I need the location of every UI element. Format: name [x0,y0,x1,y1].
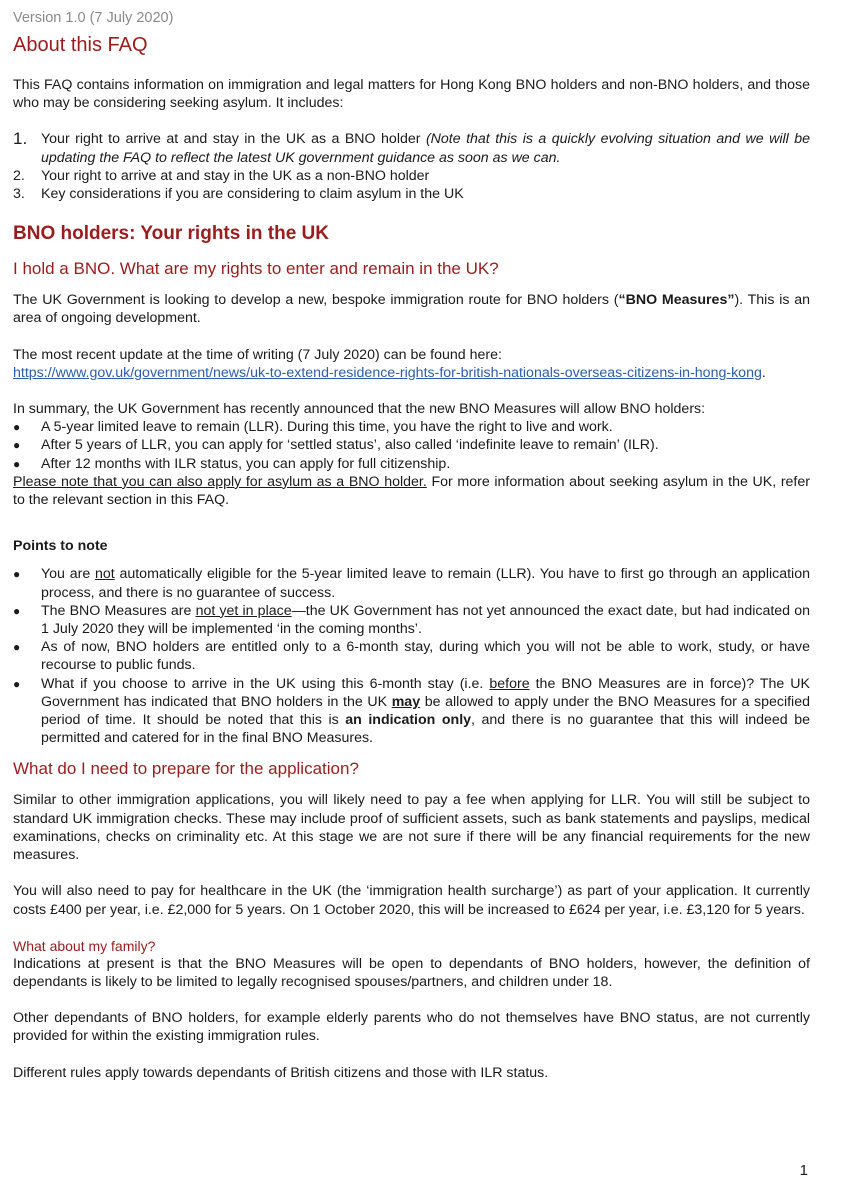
text-span: before [489,675,530,692]
question-prepare: What do I need to prepare for the application? [13,759,359,779]
gov-link-paragraph [13,364,810,382]
about-item-text: Your right to arrive at and stay in the UK as a non-BNO holder [41,167,430,184]
about-item-text: Key considerations if you are considering to claim asylum in the UK [41,186,464,203]
text-span: ). This is an area of ongoing development. [13,292,810,327]
text-span: not [94,566,115,583]
prepare-paragraph-1: Similar to other immigration applications, you will likely need to pay a fee when applying for LLR. You will still be subject to standard UK immigration checks. These may include proof of sufficient assets, such as bank statements and payslips, medical examinations, checks on criminality etc. At this stage we are not sure if there will be any financial requirements for the new measures. [13,792,810,864]
asylum-note [13,473,810,509]
list-item [13,418,810,436]
bullet-icon: ● [13,456,21,471]
text-span: be allowed to apply under the BNO Measures for a specified period of time. It should be noted that this is [41,693,810,729]
text-span: What if you choose to arrive in the UK using this 6-month stay (i.e. [41,675,490,692]
text-span: —the UK Government has not yet announced the exact date, but had indicated on 1 July 2020 they will be implemented ‘in the coming months’. [41,602,810,638]
about-item-text: Your right to arrive at and stay in the UK as a BNO holder [41,131,426,148]
about-list-item [13,185,810,203]
page-number: 1 [799,1162,808,1179]
family-paragraph-2: Other dependants of BNO holders, for example elderly parents who do not themselves have BNO status, are not currently provided for within the existing immigration rules. [13,1010,810,1045]
text-span: , and there is no guarantee that this will indeed be permitted and catered for in the final BNO Measures. [41,712,810,747]
text-span: an indication only [345,712,472,729]
list-item-text: After 12 months with ILR status, you can apply for full citizenship. [41,455,451,472]
about-item-note: (Note that this is a quickly evolving situation and we will be updating the FAQ to reflect the latest UK government guidance as soon as we can. [41,131,811,166]
list-item [13,436,810,454]
list-number: 1. [13,129,28,149]
bno-paragraph-1 [13,291,810,327]
about-title: About this FAQ [13,34,148,56]
bno-paragraph-3: In summary, the UK Government has recently announced that the new BNO Measures will allow BNO holders: [13,401,706,418]
document-page [13,8,810,1082]
points-title: Points to note [13,538,108,555]
gov-uk-link[interactable]: https://www.gov.uk/government/news/uk-to-extend-residence-rights-for-british-nationals-overseas-citizens-in-hong-kong [13,364,762,381]
asylum-note-underlined: Please note that you can also apply for asylum as a BNO holder. [13,473,427,490]
text-span: automatically eligible for the 5-year limited leave to remain (LLR). You have to first go through an application process, and there is no guarantee of success. [41,566,810,601]
summary-list [13,418,810,473]
about-list-item [13,167,810,185]
family-paragraph-3: Different rules apply towards dependants of British citizens and those with ILR status. [13,1064,549,1081]
version-label: Version 1.0 (7 July 2020) [13,10,174,26]
bullet-icon: ● [13,567,21,582]
list-number: 3. [13,186,25,203]
prepare-paragraph-2: You will also need to pay for healthcare in the UK (the ‘immigration health surcharge’) as part of your application. It currently costs £400 per year, i.e. £2,000 for 5 years. On 1 October 2020, this will be increased to £624 per year, i.e. £3,120 for 5 years. [13,883,810,918]
text-span: The UK Government is looking to develop a new, bespoke immigration route for BNO holders ( [13,292,619,309]
family-paragraph-1: Indications at present is that the BNO Measures will be open to dependants of BNO holders, however, the definition of dependants is likely to be limited to legally recognised spouses/partners, and children under 18. [13,955,810,990]
bullet-icon: ● [13,676,21,691]
list-item [13,675,810,748]
bullet-icon: ● [13,438,21,453]
list-item-text: A 5-year limited leave to remain (LLR). During this time, you have the right to live and work. [41,419,613,436]
bno-measures-term: “BNO Measures” [618,292,735,309]
list-item [13,455,810,473]
text-span: For more information about seeking asylum in the UK, refer to the relevant section in this FAQ. [13,473,810,509]
text-span: You are [41,566,95,583]
about-list-item [13,130,810,166]
text-span: . [761,364,766,381]
list-item [13,565,810,601]
bullet-icon: ● [13,603,21,618]
about-intro: This FAQ contains information on immigration and legal matters for Hong Kong BNO holders and non-BNO holders, and those who may be considering seeking asylum. It includes: [13,77,810,112]
text-span: The BNO Measures are [41,602,196,619]
bullet-icon: ● [13,640,21,655]
text-span: As of now, BNO holders are entitled only to a 6-month stay, during which you will not be able to work, study, or have recourse to public funds. [41,639,810,674]
list-number: 2. [13,167,25,184]
text-span: may [391,693,421,710]
text-span: not yet in place [195,602,292,619]
bno-paragraph-2: The most recent update at the time of writing (7 July 2020) can be found here: [13,346,502,363]
about-list [13,130,810,203]
points-list [13,565,810,747]
bno-section-title: BNO holders: Your rights in the UK [13,223,329,245]
text-span: the BNO Measures are in force)? The UK Government has indicated that BNO holders in the UK [41,675,810,710]
question-rights: I hold a BNO. What are my rights to enter and remain in the UK? [13,259,499,279]
family-title: What about my family? [13,937,156,954]
bullet-icon: ● [13,420,21,435]
list-item [13,602,810,638]
list-item [13,638,810,674]
list-item-text: After 5 years of LLR, you can apply for ‘settled status’, also called ‘indefinite leave to remain’ (ILR). [41,437,659,454]
